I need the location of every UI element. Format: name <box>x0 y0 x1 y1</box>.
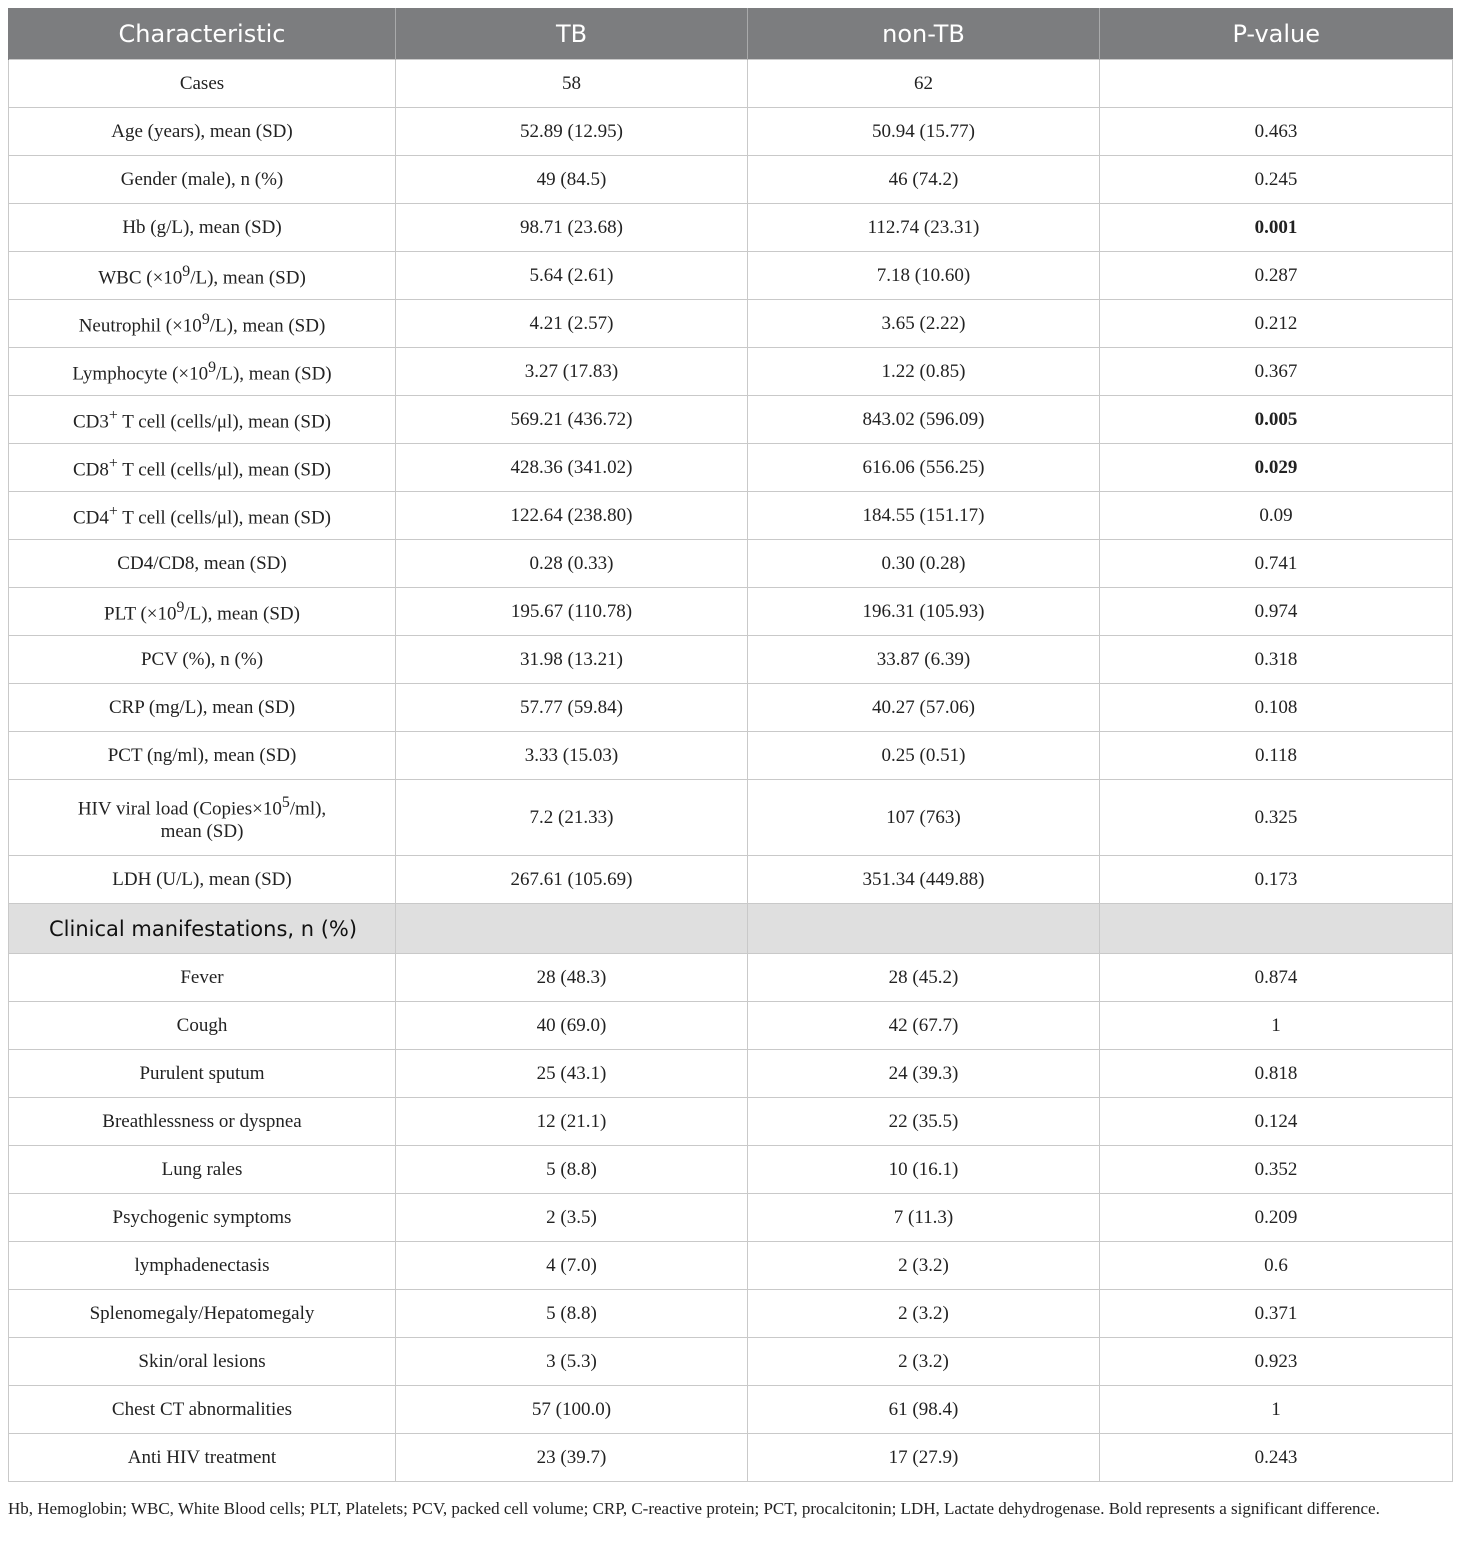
non-tb-value: 61 (98.4) <box>748 1386 1100 1434</box>
row-label-superscript: 9 <box>208 359 217 377</box>
section-title: Clinical manifestations, n (%) <box>9 904 396 954</box>
row-label-post: T cell (cells/μl), mean (SD) <box>117 507 331 529</box>
table-row <box>9 108 1453 156</box>
row-label-superscript: + <box>108 455 118 473</box>
non-tb-value: 107 (763) <box>748 780 1100 856</box>
header-non-tb: non-TB <box>748 8 1100 60</box>
row-label <box>9 780 396 856</box>
table-row <box>9 1002 1453 1050</box>
non-tb-value: 33.87 (6.39) <box>748 636 1100 684</box>
p-value: 0.029 <box>1100 444 1453 492</box>
non-tb-value: 62 <box>748 60 1100 108</box>
row-label: Chest CT abnormalities <box>9 1386 396 1434</box>
row-label-post: T cell (cells/μl), mean (SD) <box>117 411 331 433</box>
row-label-pre: Neutrophil (×10 <box>78 315 202 337</box>
p-value: 0.118 <box>1100 732 1453 780</box>
p-value: 0.325 <box>1100 780 1453 856</box>
tb-value: 23 (39.7) <box>396 1434 748 1482</box>
row-label <box>9 252 396 300</box>
table-row <box>9 588 1453 636</box>
row-label: Fever <box>9 954 396 1002</box>
row-label: Anti HIV treatment <box>9 1434 396 1482</box>
row-label <box>9 588 396 636</box>
row-label-superscript: 5 <box>281 794 290 812</box>
row-label <box>9 300 396 348</box>
tb-value: 195.67 (110.78) <box>396 588 748 636</box>
row-label-post: /L), mean (SD) <box>190 267 306 289</box>
row-label: Psychogenic symptoms <box>9 1194 396 1242</box>
p-value: 0.001 <box>1100 204 1453 252</box>
table-footnote: Hb, Hemoglobin; WBC, White Blood cells; PLT, Platelets; PCV, packed cell volume; CRP, C-reactive protein; PCT, procalcitonin; LDH, Lactate dehydrogenase. Bold represents a significant difference. <box>8 1499 1380 1518</box>
row-label <box>9 396 396 444</box>
non-tb-value: 2 (3.2) <box>748 1290 1100 1338</box>
table-row <box>9 1242 1453 1290</box>
row-label-superscript: 9 <box>182 263 191 281</box>
table-row <box>9 1434 1453 1482</box>
tb-value: 5 (8.8) <box>396 1290 748 1338</box>
tb-value: 5.64 (2.61) <box>396 252 748 300</box>
p-value: 0.318 <box>1100 636 1453 684</box>
table-row <box>9 348 1453 396</box>
section-empty-cell <box>748 904 1100 954</box>
p-value: 1 <box>1100 1002 1453 1050</box>
table-row <box>9 636 1453 684</box>
non-tb-value: 2 (3.2) <box>748 1242 1100 1290</box>
p-value: 0.108 <box>1100 684 1453 732</box>
tb-value: 25 (43.1) <box>396 1050 748 1098</box>
row-label: Splenomegaly/Hepatomegaly <box>9 1290 396 1338</box>
non-tb-value: 184.55 (151.17) <box>748 492 1100 540</box>
row-label: Age (years), mean (SD) <box>9 108 396 156</box>
table-row <box>9 60 1453 108</box>
non-tb-value: 196.31 (105.93) <box>748 588 1100 636</box>
row-label-pre: PLT (×10 <box>104 603 177 625</box>
p-value: 0.245 <box>1100 156 1453 204</box>
table-container <box>8 8 1452 1482</box>
non-tb-value: 112.74 (23.31) <box>748 204 1100 252</box>
non-tb-value: 40.27 (57.06) <box>748 684 1100 732</box>
row-label-post: /L), mean (SD) <box>209 315 326 337</box>
row-label <box>9 492 396 540</box>
p-value <box>1100 60 1453 108</box>
table-row <box>9 540 1453 588</box>
row-label-pre: CD8 <box>73 459 109 481</box>
table-header <box>9 8 1453 60</box>
tb-value: 2 (3.5) <box>396 1194 748 1242</box>
row-label: Gender (male), n (%) <box>9 156 396 204</box>
non-tb-value: 7.18 (10.60) <box>748 252 1100 300</box>
non-tb-value: 50.94 (15.77) <box>748 108 1100 156</box>
tb-value: 49 (84.5) <box>396 156 748 204</box>
row-label-pre: WBC (×10 <box>98 267 183 289</box>
row-label: CRP (mg/L), mean (SD) <box>9 684 396 732</box>
p-value: 0.923 <box>1100 1338 1453 1386</box>
p-value: 0.874 <box>1100 954 1453 1002</box>
p-value: 0.6 <box>1100 1242 1453 1290</box>
header-row <box>9 8 1453 60</box>
table-row <box>9 732 1453 780</box>
row-label-post: T cell (cells/μl), mean (SD) <box>117 459 331 481</box>
characteristics-table <box>8 8 1453 1482</box>
p-value: 0.243 <box>1100 1434 1453 1482</box>
tb-value: 3 (5.3) <box>396 1338 748 1386</box>
row-label: Cough <box>9 1002 396 1050</box>
row-label: Skin/oral lesions <box>9 1338 396 1386</box>
tb-value: 7.2 (21.33) <box>396 780 748 856</box>
non-tb-value: 843.02 (596.09) <box>748 396 1100 444</box>
row-label-post: /L), mean (SD) <box>184 603 300 625</box>
p-value: 0.287 <box>1100 252 1453 300</box>
p-value: 0.367 <box>1100 348 1453 396</box>
header-tb: TB <box>396 8 748 60</box>
table-row <box>9 780 1453 856</box>
table-row <box>9 492 1453 540</box>
p-value: 0.974 <box>1100 588 1453 636</box>
non-tb-value: 351.34 (449.88) <box>748 856 1100 904</box>
tb-value: 57.77 (59.84) <box>396 684 748 732</box>
p-value: 0.209 <box>1100 1194 1453 1242</box>
tb-value: 3.33 (15.03) <box>396 732 748 780</box>
row-label <box>9 348 396 396</box>
tb-value: 98.71 (23.68) <box>396 204 748 252</box>
p-value: 0.741 <box>1100 540 1453 588</box>
row-label-post: /L), mean (SD) <box>216 363 332 385</box>
table-row <box>9 396 1453 444</box>
row-label: Breathlessness or dyspnea <box>9 1098 396 1146</box>
tb-value: 58 <box>396 60 748 108</box>
tb-value: 28 (48.3) <box>396 954 748 1002</box>
p-value: 0.371 <box>1100 1290 1453 1338</box>
row-label: lymphadenectasis <box>9 1242 396 1290</box>
non-tb-value: 0.25 (0.51) <box>748 732 1100 780</box>
table-row <box>9 856 1453 904</box>
non-tb-value: 7 (11.3) <box>748 1194 1100 1242</box>
non-tb-value: 0.30 (0.28) <box>748 540 1100 588</box>
row-label-pre: Lymphocyte (×10 <box>72 363 209 385</box>
non-tb-value: 22 (35.5) <box>748 1098 1100 1146</box>
non-tb-value: 1.22 (0.85) <box>748 348 1100 396</box>
table-row <box>9 1098 1453 1146</box>
section-empty-cell <box>396 904 748 954</box>
row-label-pre: CD3 <box>73 411 109 433</box>
row-label-post: /ml), <box>289 798 327 820</box>
non-tb-value: 24 (39.3) <box>748 1050 1100 1098</box>
row-label: Hb (g/L), mean (SD) <box>9 204 396 252</box>
p-value: 0.463 <box>1100 108 1453 156</box>
p-value: 0.09 <box>1100 492 1453 540</box>
row-label-line2: mean (SD) <box>160 820 244 842</box>
table-row <box>9 1386 1453 1434</box>
p-value: 1 <box>1100 1386 1453 1434</box>
tb-value: 57 (100.0) <box>396 1386 748 1434</box>
p-value: 0.124 <box>1100 1098 1453 1146</box>
tb-value: 12 (21.1) <box>396 1098 748 1146</box>
table-row <box>9 1338 1453 1386</box>
table-row <box>9 1050 1453 1098</box>
p-value: 0.212 <box>1100 300 1453 348</box>
non-tb-value: 28 (45.2) <box>748 954 1100 1002</box>
header-p-value: P-value <box>1100 8 1453 60</box>
p-value: 0.173 <box>1100 856 1453 904</box>
tb-value: 569.21 (436.72) <box>396 396 748 444</box>
table-row <box>9 1290 1453 1338</box>
section-row-clinical-manifestations <box>9 904 1453 954</box>
non-tb-value: 616.06 (556.25) <box>748 444 1100 492</box>
row-label-superscript: 9 <box>201 311 210 329</box>
non-tb-value: 10 (16.1) <box>748 1146 1100 1194</box>
p-value: 0.352 <box>1100 1146 1453 1194</box>
row-label: Cases <box>9 60 396 108</box>
tb-value: 40 (69.0) <box>396 1002 748 1050</box>
tb-value: 5 (8.8) <box>396 1146 748 1194</box>
row-label: LDH (U/L), mean (SD) <box>9 856 396 904</box>
tb-value: 52.89 (12.95) <box>396 108 748 156</box>
tb-value: 3.27 (17.83) <box>396 348 748 396</box>
row-label-superscript: 9 <box>176 599 185 617</box>
row-label-pre: HIV viral load (Copies×10 <box>77 798 282 820</box>
tb-value: 4 (7.0) <box>396 1242 748 1290</box>
row-label: Lung rales <box>9 1146 396 1194</box>
row-label-superscript: + <box>108 407 118 425</box>
row-label: PCT (ng/ml), mean (SD) <box>9 732 396 780</box>
non-tb-value: 3.65 (2.22) <box>748 300 1100 348</box>
table-row <box>9 300 1453 348</box>
table-row <box>9 444 1453 492</box>
tb-value: 428.36 (341.02) <box>396 444 748 492</box>
row-label: CD4/CD8, mean (SD) <box>9 540 396 588</box>
table-row <box>9 156 1453 204</box>
tb-value: 4.21 (2.57) <box>396 300 748 348</box>
tb-value: 0.28 (0.33) <box>396 540 748 588</box>
tb-value: 267.61 (105.69) <box>396 856 748 904</box>
p-value: 0.005 <box>1100 396 1453 444</box>
table-body <box>9 60 1453 1482</box>
non-tb-value: 17 (27.9) <box>748 1434 1100 1482</box>
tb-value: 31.98 (13.21) <box>396 636 748 684</box>
table-row <box>9 1146 1453 1194</box>
header-characteristic: Characteristic <box>9 8 396 60</box>
non-tb-value: 46 (74.2) <box>748 156 1100 204</box>
table-row <box>9 252 1453 300</box>
non-tb-value: 2 (3.2) <box>748 1338 1100 1386</box>
table-row <box>9 684 1453 732</box>
table-row <box>9 204 1453 252</box>
section-empty-cell <box>1100 904 1453 954</box>
table-row <box>9 1194 1453 1242</box>
row-label-superscript: + <box>108 503 118 521</box>
row-label: PCV (%), n (%) <box>9 636 396 684</box>
tb-value: 122.64 (238.80) <box>396 492 748 540</box>
table-row <box>9 954 1453 1002</box>
non-tb-value: 42 (67.7) <box>748 1002 1100 1050</box>
row-label <box>9 444 396 492</box>
row-label: Purulent sputum <box>9 1050 396 1098</box>
row-label-pre: CD4 <box>73 507 109 529</box>
p-value: 0.818 <box>1100 1050 1453 1098</box>
